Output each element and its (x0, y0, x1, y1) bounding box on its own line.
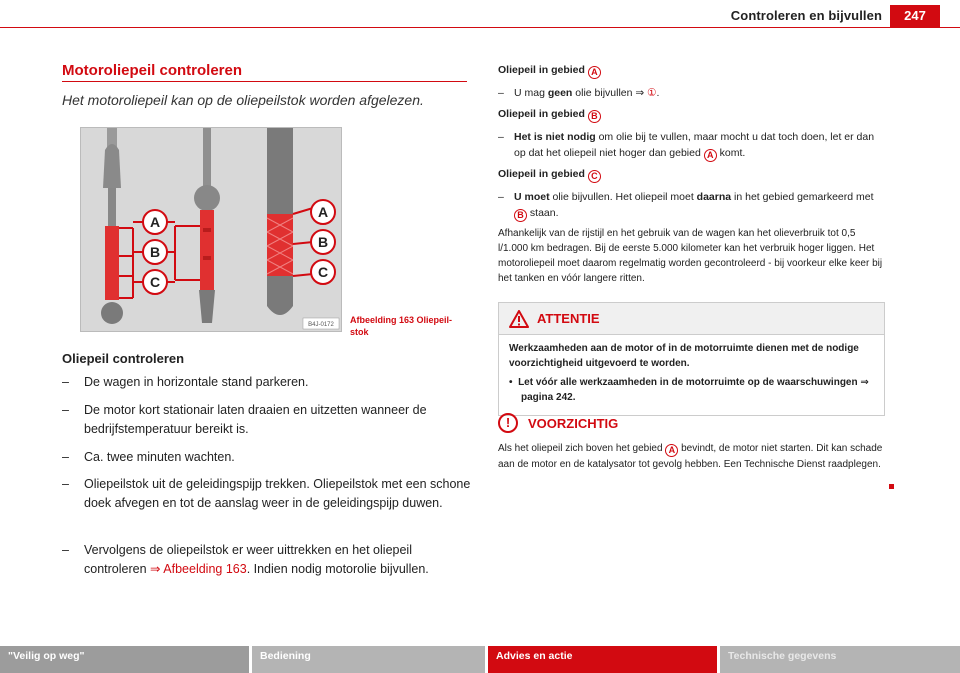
circle-a: A (588, 66, 601, 79)
attention-header (499, 303, 884, 335)
header-rule (0, 27, 960, 28)
page-number: 247 (890, 5, 940, 27)
attention-box (498, 302, 885, 416)
footer-tab-operation[interactable]: Bediening (252, 646, 485, 673)
area-b-block: Oliepeil in gebied B – Het is niet nodig om olie bij te vullen, maar mocht u dat toch doen, let er dan op dat het oliepeil niet hoger dan gebied A komt. (498, 108, 875, 160)
warning-triangle-icon (509, 310, 529, 328)
dipstick-figure (80, 127, 342, 332)
figure-label-a-right: A (317, 204, 329, 220)
footer-tab-safety[interactable]: "Veilig op weg" (0, 646, 249, 673)
figure-code: B4J-0172 (308, 322, 334, 328)
section-end-marker (889, 484, 894, 489)
header-title: Controleren en bijvullen (730, 8, 882, 23)
consumption-paragraph: Afhankelijk van de rijstijl en het gebruik van de wagen kan het olieverbruik tot 0,5 l/1.000 km bedragen. Bij de eerste 5.000 kilometer kan het verbruik hoger liggen. Het motoroliepeil moet daarom regelmatig worden gecontroleerd - bij voorkeur elke keer bij het tanken en vóór langere ritten. (498, 228, 883, 284)
attention-text: Werkzaamheden aan de motor of in de motorruimte dienen met de nodige voorzichtigheid uitgevoerd te worden. (509, 343, 859, 369)
figure-label-b-right: B (317, 234, 329, 250)
section-title: Motoroliepeil controleren (62, 62, 243, 79)
footer-tab-technical[interactable]: Technische gegevens (720, 646, 960, 673)
area-c-block: Oliepeil in gebied C – U moet olie bijvullen. Het oliepeil moet daarna in het gebied gemarkeerd met B staan. (498, 168, 874, 220)
figure-link[interactable]: ⇒ Afbeelding 163 (150, 562, 247, 576)
attention-bullet: • Let vóór alle werkzaamheden in de motorruimte op de waarschuwingen ⇒ pagina 242. (509, 377, 869, 403)
figure-caption: Afbeelding 163 Oliepeil-stok (350, 315, 453, 337)
circle-b: B (588, 110, 601, 123)
circle-c: C (588, 170, 601, 183)
footer-tab-advice[interactable]: Advies en actie (488, 646, 717, 673)
caution-title: VOORZICHTIG (528, 415, 619, 431)
section-rule (62, 81, 467, 82)
dipstick-illustration (81, 128, 342, 332)
area-a-block: Oliepeil in gebied A – U mag geen olie bijvullen ⇒ ①. (498, 64, 660, 99)
attention-title: ATTENTIE (537, 311, 600, 326)
caution-icon: ! (498, 413, 518, 433)
step-5: – Vervolgens de oliepeilstok er weer uittrekken en het oliepeil controleren ⇒ Afbeelding 163. Indien nodig motorolie bijvullen. (62, 543, 429, 576)
figure-label-a-left: A (149, 214, 161, 230)
section-subtitle: Het motoroliepeil kan op de oliepeilstok worden afgelezen. (62, 92, 424, 108)
step-1: – De wagen in horizontale stand parkeren. (62, 375, 309, 389)
figure-label-c-right: C (317, 264, 329, 280)
step-3: – Ca. twee minuten wachten. (62, 450, 235, 464)
caution-ref-link[interactable]: ① (647, 87, 657, 99)
figure-label-b-left: B (149, 244, 161, 260)
step-4: – Oliepeilstok uit de geleidingspijp trekken. Oliepeilstok met een schone doek afvegen en tot de aanslag weer in de geleidingspijp duwen. (62, 477, 471, 510)
caution-text: Als het oliepeil zich boven het gebied A bevindt, de motor niet starten. Dit kan schade aan de motor en de katalysator tot gevolg hebben. Een Technische Dienst raadplegen. (498, 443, 883, 470)
caution-header (498, 413, 618, 433)
footer-nav (0, 646, 960, 673)
figure-label-c-left: C (149, 274, 161, 290)
procedure-heading: Oliepeil controleren (62, 351, 185, 366)
step-2: – De motor kort stationair laten draaien en uitzetten wanneer de bedrijfstemperatuur bereikt is. (62, 403, 427, 436)
